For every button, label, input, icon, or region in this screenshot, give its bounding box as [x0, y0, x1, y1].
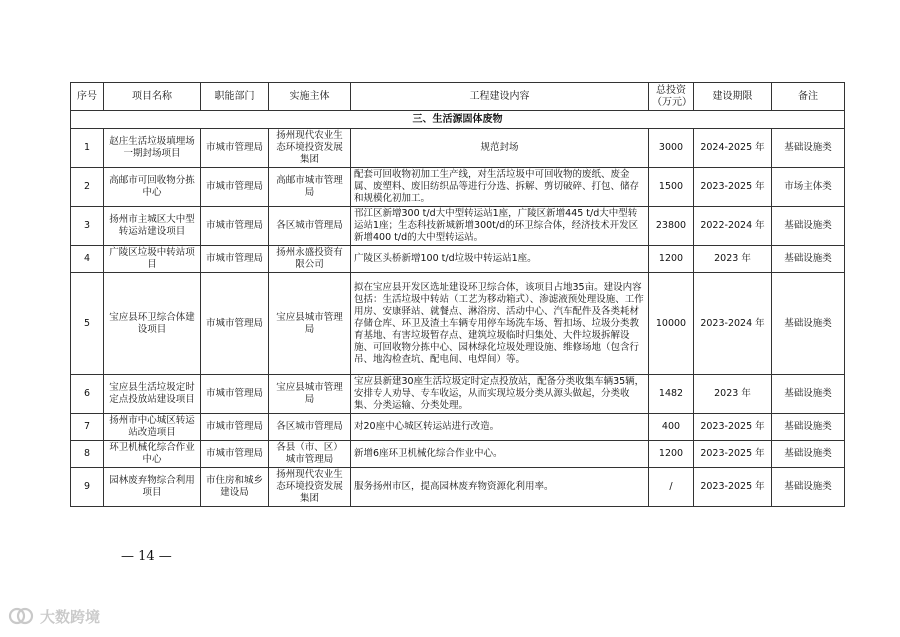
cell-remark: 基础设施类 [772, 441, 845, 468]
cell-content: 邗江区新增300 t/d大中型转运站1座，广陵区新增445 t/d大中型转运站1座；生态科技新城新增300t/d的环卫综合体，经济技术开发区新增400 t/d的大中型转运站。 [351, 207, 649, 246]
cell-entity: 扬州现代农业生态环境投资发展集团 [269, 468, 351, 507]
table-row [71, 375, 845, 414]
cell-dept: 市城市管理局 [201, 207, 269, 246]
cell-dept: 市城市管理局 [201, 375, 269, 414]
cell-name: 环卫机械化综合作业中心 [104, 441, 201, 468]
cell-entity: 高邮市城市管理局 [269, 168, 351, 207]
cell-entity: 宝应县城市管理局 [269, 375, 351, 414]
cell-investment: 1500 [649, 168, 694, 207]
header-period: 建设期限 [694, 83, 772, 111]
header-no: 序号 [71, 83, 104, 111]
cell-remark: 基础设施类 [772, 207, 845, 246]
section-row [71, 111, 845, 129]
project-table [70, 82, 845, 507]
cell-remark: 市场主体类 [772, 168, 845, 207]
cell-no: 3 [71, 207, 104, 246]
cell-dept: 市城市管理局 [201, 168, 269, 207]
cell-content: 广陵区头桥新增100 t/d垃圾中转运站1座。 [351, 246, 649, 273]
cell-dept: 市住房和城乡建设局 [201, 468, 269, 507]
cell-name: 宝应县生活垃圾定时定点投放站建设项目 [104, 375, 201, 414]
cell-period: 2024-2025 年 [694, 129, 772, 168]
cell-name: 广陵区垃圾中转站项目 [104, 246, 201, 273]
cell-period: 2023-2025 年 [694, 414, 772, 441]
cell-remark: 基础设施类 [772, 468, 845, 507]
cell-name: 扬州市中心城区转运站改造项目 [104, 414, 201, 441]
header-remark: 备注 [772, 83, 845, 111]
table-row [71, 168, 845, 207]
cell-period: 2023 年 [694, 246, 772, 273]
cell-dept: 市城市管理局 [201, 273, 269, 375]
cell-dept: 市城市管理局 [201, 441, 269, 468]
watermark [8, 605, 100, 627]
cell-no: 2 [71, 168, 104, 207]
cell-content: 服务扬州市区，提高园林废弃物资源化利用率。 [351, 468, 649, 507]
cell-entity: 各县（市、区）城市管理局 [269, 441, 351, 468]
cell-entity: 各区城市管理局 [269, 207, 351, 246]
table-row [71, 468, 845, 507]
cell-remark: 基础设施类 [772, 273, 845, 375]
header-dept: 职能部门 [201, 83, 269, 111]
cell-investment: 1200 [649, 441, 694, 468]
cell-content: 新增6座环卫机械化综合作业中心。 [351, 441, 649, 468]
cell-name: 赵庄生活垃圾填埋场一期封场项目 [104, 129, 201, 168]
cell-content: 对20座中心城区转运站进行改造。 [351, 414, 649, 441]
cell-period: 2022-2024 年 [694, 207, 772, 246]
cell-period: 2023-2025 年 [694, 441, 772, 468]
cell-entity: 扬州现代农业生态环境投资发展集团 [269, 129, 351, 168]
cell-name: 宝应县环卫综合体建设项目 [104, 273, 201, 375]
cell-no: 9 [71, 468, 104, 507]
cell-name: 园林废弃物综合利用项目 [104, 468, 201, 507]
cell-entity: 各区城市管理局 [269, 414, 351, 441]
cell-no: 8 [71, 441, 104, 468]
table-row [71, 273, 845, 375]
cell-investment: 1200 [649, 246, 694, 273]
cell-no: 6 [71, 375, 104, 414]
page-number: — 14 — [121, 549, 172, 564]
cell-dept: 市城市管理局 [201, 129, 269, 168]
cell-period: 2023-2025 年 [694, 168, 772, 207]
cell-period: 2023 年 [694, 375, 772, 414]
cell-entity: 宝应县城市管理局 [269, 273, 351, 375]
cell-name: 高邮市可回收物分拣中心 [104, 168, 201, 207]
cell-content: 规范封场 [351, 129, 649, 168]
header-name: 项目名称 [104, 83, 201, 111]
cell-investment: 400 [649, 414, 694, 441]
cell-period: 2023-2025 年 [694, 468, 772, 507]
table-header-row [71, 83, 845, 111]
header-investment: 总投资（万元） [649, 83, 694, 111]
header-entity: 实施主体 [269, 83, 351, 111]
cell-investment: / [649, 468, 694, 507]
cell-content: 拟在宝应县开发区选址建设环卫综合体，该项目占地35亩。建设内容包括：生活垃圾中转站（工艺为移动箱式）、渗滤液预处理设施、工作用房、安康驿站、就餐点、淋浴房、活动中心、汽车配件及各类耗材存储仓库、环卫及渣土车辆专用停车场洗车场、暂扣场、垃圾分类教育基地、有害垃圾暂存点、建筑垃圾临时归集处、大件垃圾拆解设施、可回收物分拣中心、园林绿化垃圾处理设施、维修场地（包含行吊、地沟检查坑、配电间、电焊间）等。 [351, 273, 649, 375]
cell-no: 7 [71, 414, 104, 441]
cell-remark: 基础设施类 [772, 129, 845, 168]
cell-period: 2023-2024 年 [694, 273, 772, 375]
dashu-logo-icon [8, 605, 34, 627]
table-row [71, 246, 845, 273]
cell-no: 4 [71, 246, 104, 273]
cell-investment: 23800 [649, 207, 694, 246]
cell-content: 配套可回收物初加工生产线，对生活垃圾中可回收物的废纸、废金属、废塑料、废旧纺织品等进行分选、拆解、剪切破碎、打包、储存和规模化初加工。 [351, 168, 649, 207]
cell-name: 扬州市主城区大中型转运站建设项目 [104, 207, 201, 246]
cell-entity: 扬州永盛投资有限公司 [269, 246, 351, 273]
header-content: 工程建设内容 [351, 83, 649, 111]
table-row [71, 414, 845, 441]
cell-no: 1 [71, 129, 104, 168]
cell-investment: 1482 [649, 375, 694, 414]
cell-investment: 3000 [649, 129, 694, 168]
cell-remark: 基础设施类 [772, 414, 845, 441]
cell-dept: 市城市管理局 [201, 414, 269, 441]
table-row [71, 441, 845, 468]
cell-content: 宝应县新建30座生活垃圾定时定点投放站，配备分类收集车辆35辆，安排专人劝导、专车收运，从而实现垃圾分类从源头做起，分类收集、分类运输、分类处理。 [351, 375, 649, 414]
cell-dept: 市城市管理局 [201, 246, 269, 273]
cell-remark: 基础设施类 [772, 375, 845, 414]
section-title: 三、生活源固体废物 [71, 111, 845, 129]
cell-investment: 10000 [649, 273, 694, 375]
table-row [71, 129, 845, 168]
cell-no: 5 [71, 273, 104, 375]
cell-remark: 基础设施类 [772, 246, 845, 273]
table-row [71, 207, 845, 246]
watermark-text: 大数跨境 [40, 607, 101, 626]
